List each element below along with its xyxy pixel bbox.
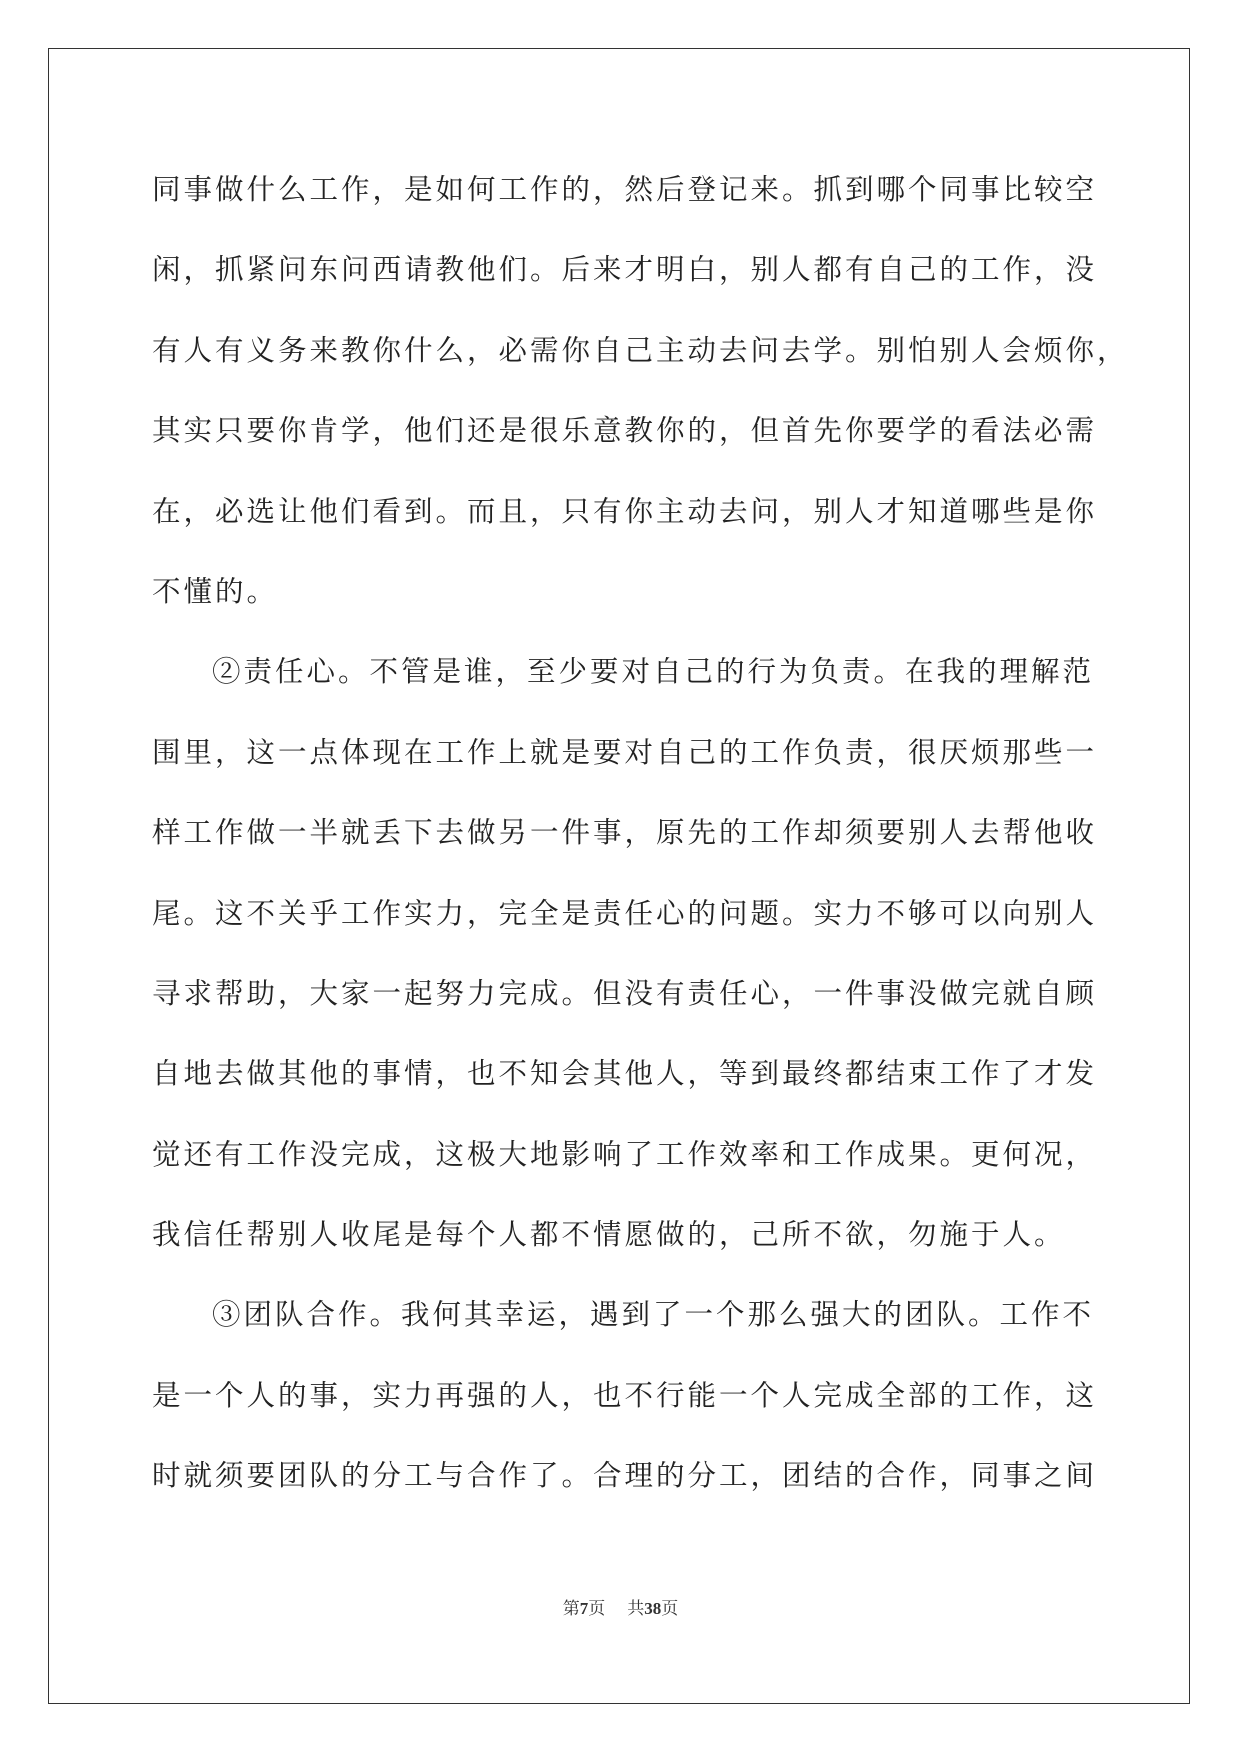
page-number-footer: [0, 1598, 1241, 1620]
text-line: 我信任帮别人收尾是每个人都不情愿做的，己所不欲，勿施于人。: [152, 1218, 1066, 1252]
text-line: 闲，抓紧问东问西请教他们。后来才明白，别人都有自己的工作，没: [152, 253, 1098, 287]
current-page-number: 7: [579, 1599, 589, 1618]
footer-total-prefix: 共: [627, 1599, 645, 1619]
text-line: 时就须要团队的分工与合作了。合理的分工，团结的合作，同事之间: [152, 1459, 1098, 1493]
text-line: 其实只要你肯学，他们还是很乐意教你的，但首先你要学的看法必需: [152, 414, 1098, 448]
document-body: [152, 167, 1129, 1534]
paragraph-heading-teamwork: ③团队合作。我何其幸运，遇到了一个那么强大的团队。工作不: [212, 1298, 1095, 1332]
text-line: 尾。这不关乎工作实力，完全是责任心的问题。实力不够可以向别人: [152, 896, 1098, 930]
footer-page-word: 页: [588, 1599, 606, 1619]
text-line: 有人有义务来教你什么，必需你自己主动去问去学。别怕别人会烦你，: [152, 333, 1129, 367]
text-line: 围里，这一点体现在工作上就是要对自己的工作负责，很厌烦那些一: [152, 735, 1098, 769]
total-pages-number: 38: [644, 1599, 662, 1618]
text-line: 样工作做一半就丢下去做另一件事，原先的工作却须要别人去帮他收: [152, 816, 1098, 850]
text-line: 觉还有工作没完成，这极大地影响了工作效率和工作成果。更何况，: [152, 1137, 1098, 1171]
text-line: 在，必选让他们看到。而且，只有你主动去问，别人才知道哪些是你: [152, 494, 1098, 528]
text-line: 同事做什么工作，是如何工作的，然后登记来。抓到哪个同事比较空: [152, 173, 1098, 206]
paragraph-heading-responsibility: ②责任心。不管是谁，至少要对自己的行为负责。在我的理解范: [212, 655, 1095, 689]
text-line: 自地去做其他的事情，也不知会其他人，等到最终都结束工作了才发: [152, 1057, 1098, 1091]
text-line: 不懂的。: [152, 574, 279, 608]
footer-prefix: 第: [562, 1599, 580, 1619]
footer-total-suffix: 页: [661, 1599, 679, 1619]
text-line: 是一个人的事，实力再强的人，也不行能一个人完成全部的工作，这: [152, 1378, 1098, 1412]
text-line: 寻求帮助，大家一起努力完成。但没有责任心，一件事没做完就自顾: [152, 976, 1098, 1010]
